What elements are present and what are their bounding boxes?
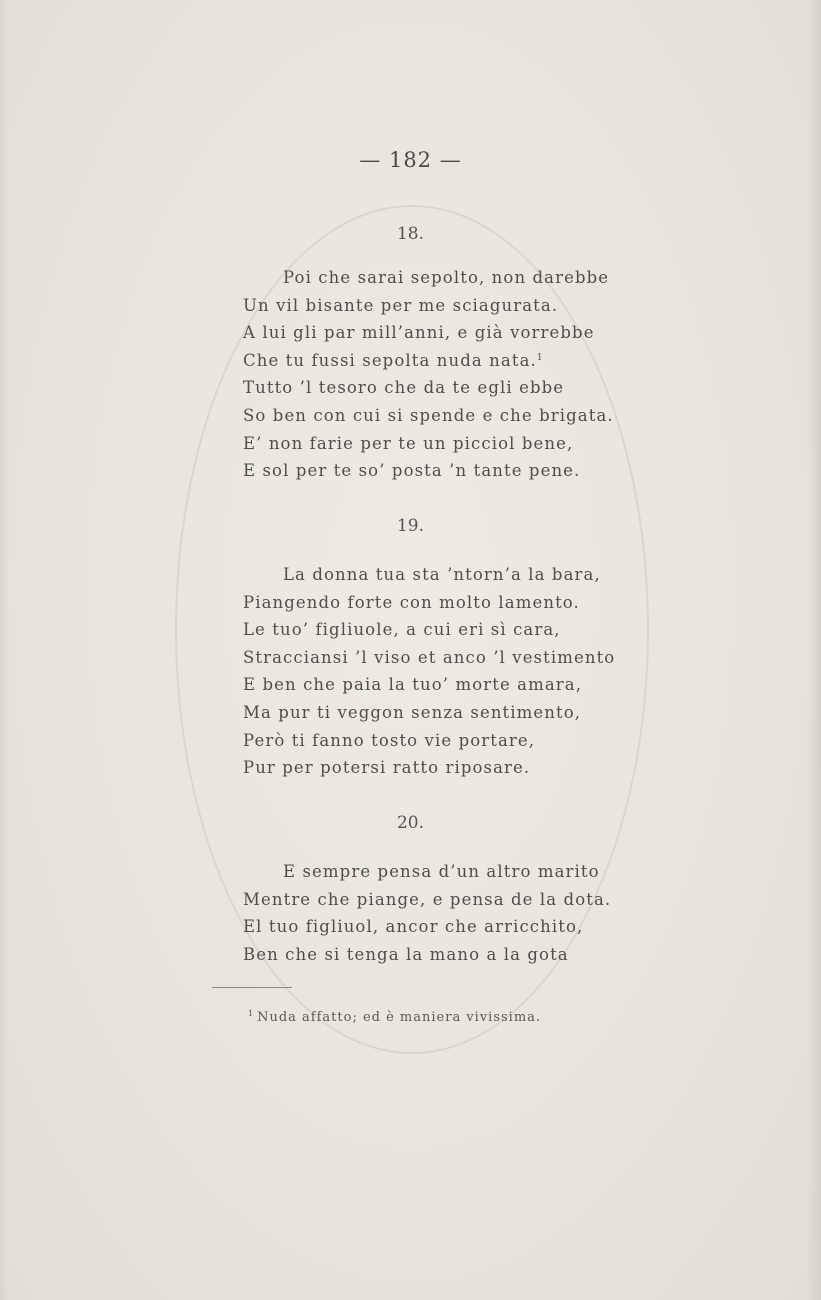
page-edge-left xyxy=(0,0,8,1300)
verse-line: E ben che paia la tuo’ morte amara, xyxy=(243,675,583,695)
footnote-marker: 1 xyxy=(248,1009,255,1018)
footnote-marker: 1 xyxy=(536,352,544,363)
verse-line xyxy=(243,347,623,375)
verse-line: Tutto ’l tesoro che da te egli ebbe xyxy=(243,378,565,398)
verse-line: Pur per potersi ratto riposare. xyxy=(243,758,531,778)
verse-line: Un vil bisante per me sciagurata. xyxy=(243,295,559,315)
page-edge-right xyxy=(807,0,821,1300)
verse-line: La donna tua sta ’ntorn’a la bara, xyxy=(283,565,601,584)
verse-line: Stracciansi ’l viso et anco ’l vestimento xyxy=(243,647,616,667)
footnote-divider xyxy=(212,987,292,988)
stanza-19 xyxy=(243,561,623,782)
verse-line: Mentre che piange, e pensa de la dota. xyxy=(243,889,612,909)
verse-line: Ben che si tenga la mano a la gota xyxy=(243,944,569,964)
stanza-number-18: 18. xyxy=(396,224,425,244)
verse-line: Ma pur ti veggon senza sentimento, xyxy=(243,702,582,722)
stanza-number-19: 19. xyxy=(396,516,425,536)
verse-line: El tuo figliuol, ancor che arricchito, xyxy=(243,917,584,937)
verse-line: Piangendo forte con molto lamento. xyxy=(243,592,580,612)
verse-line: E sempre pensa d’un altro marito xyxy=(283,862,600,881)
footnote-text: Nuda affatto; ed è maniera vivissima. xyxy=(257,1010,542,1025)
verse-line: A lui gli par mill’anni, e già vorrebbe xyxy=(243,323,595,343)
page-number: — 182 — xyxy=(359,148,462,172)
verse-line-text: Che tu fussi sepolta nuda nata. xyxy=(243,350,537,370)
verse-line: E sol per te so’ posta ’n tante pene. xyxy=(243,461,581,481)
verse-line: Però ti fanno tosto vie portare, xyxy=(243,730,536,750)
stanza-18 xyxy=(243,264,623,485)
verse-line: E’ non farie per te un picciol bene, xyxy=(243,433,574,453)
verse-line: So ben con cui si spende e che brigata. xyxy=(243,405,614,425)
stanza-number-20: 20. xyxy=(396,813,425,833)
verse-line: Le tuo’ figliuole, a cui eri sì cara, xyxy=(243,620,561,640)
verse-line: Poi che sarai sepolto, non darebbe xyxy=(283,268,610,287)
footnote xyxy=(248,1010,541,1025)
stanza-20 xyxy=(243,858,623,968)
